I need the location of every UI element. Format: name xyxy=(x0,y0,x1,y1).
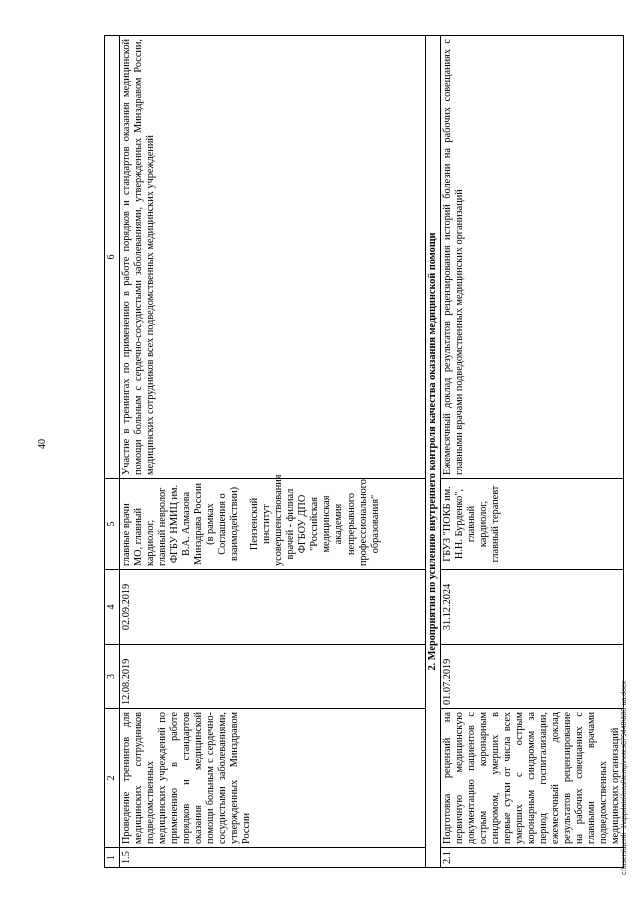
row-number: 2.1 xyxy=(440,848,624,868)
end-date-cell: 31.12.2024 xyxy=(440,570,624,645)
responsible-org: ФГБУ НМИЦ им. В.А. Алмазова Минздрава России (в рамках Соглашения о взаимодействии) xyxy=(168,483,241,565)
col-header-2: 2 xyxy=(105,709,120,848)
result-cell: Участие в тренингах по применению в работе порядков и стандартов оказания медицинской помощи больным с сердечно-сосудистыми заболеваниями, утвержденных Минздравом России, медицинских сотрудников всех подведомственных медицинских учреждений xyxy=(119,36,425,479)
section-heading-row xyxy=(425,36,440,868)
end-date-cell: 02.09.2019 xyxy=(119,570,425,645)
activity-cell: Проведение тренингов для медицинских сотрудников подведомственных медицинских учреждений по применению в работе порядков и стандартов оказания медицинской помощи больным с сердечно-сосудистыми заболеваниями, утвержденных Минздравом России xyxy=(119,709,425,848)
document-path-footer: c:\users\berdi~1\appdata\local\temp\notes879440\608-ua.docx xyxy=(621,681,628,875)
column-number-row xyxy=(105,36,120,868)
rotated-table-container xyxy=(104,36,622,868)
table-row xyxy=(440,36,624,868)
responsible-head: главные врачи МО, главный кардиолог, главный невролог xyxy=(120,487,168,566)
activity-cell: Подготовка рецензий на первичную медицинскую документацию пациентов с острым коронарным синдромом, умерших в первые сутки от числа всех умерших с острым коронарным синдромом за период госпитализации, ежемесячный доклад результатов рецензирование на рабочих совещаниях с главными врачами подведомственных медицинских организаций xyxy=(440,709,624,848)
plan-table xyxy=(104,35,624,868)
responsible-cell: ГБУЗ "ПОКБ им. Н.Н. Бурденко", главный кардиолог, главный терапевт xyxy=(440,479,624,570)
responsible-cell xyxy=(119,474,425,570)
result-cell: Ежемесячный доклад результатов рецензирования историй болезни на рабочих совещаниях с главными врачами подведомственных медицинских организаций xyxy=(440,36,624,479)
section-title: 2. Мероприятия по усилению внутреннего контроля качества оказания медицинской помощи xyxy=(425,36,440,868)
col-header-3: 3 xyxy=(105,645,120,709)
start-date-cell: 12.08.2019 xyxy=(119,645,425,709)
page-number: 40 xyxy=(37,439,48,449)
col-header-6: 6 xyxy=(105,36,120,479)
row-number: 1.5 xyxy=(119,848,425,868)
col-header-1: 1 xyxy=(105,848,120,868)
table-row xyxy=(119,36,425,868)
responsible-org: Пензенский институт усовершенствования врачей - филиал ФГБОУ ДПО "Российская медицинская академия непрерывного профессионального образования" xyxy=(249,474,381,566)
col-header-4: 4 xyxy=(105,570,120,645)
start-date-cell: 01.07.2019 xyxy=(440,645,624,709)
col-header-5: 5 xyxy=(105,479,120,570)
